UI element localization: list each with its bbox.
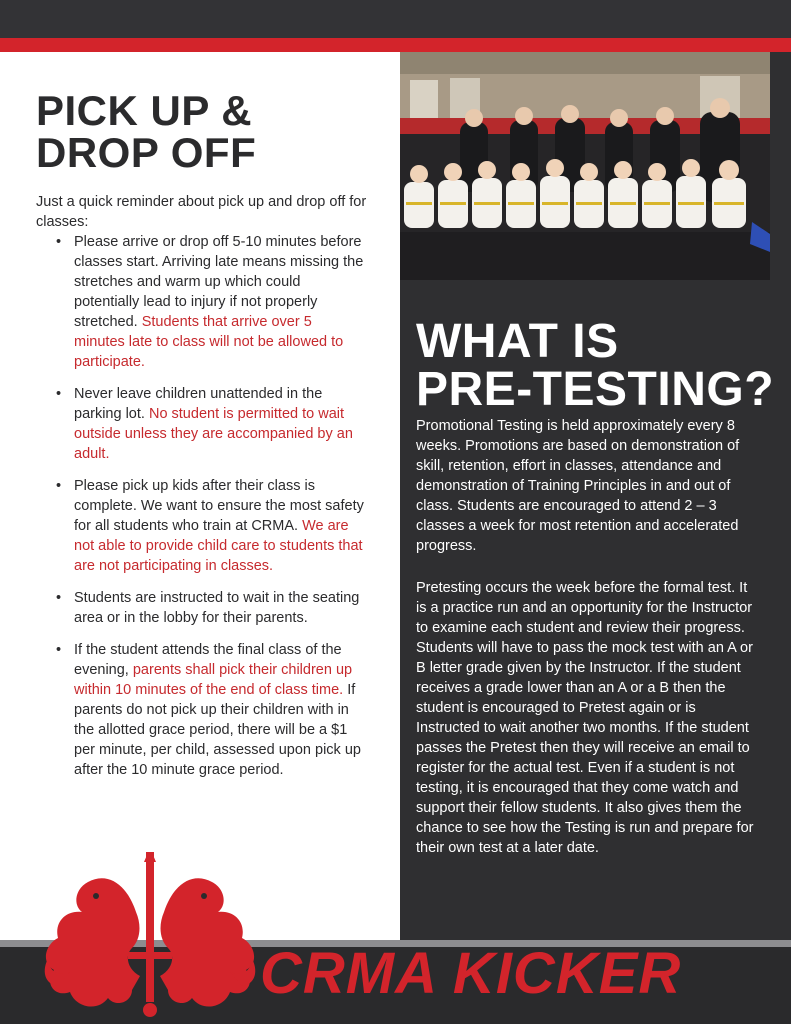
list-item bbox=[36, 640, 366, 780]
lion-crest-icon bbox=[36, 852, 264, 1020]
rule-warning: No student is permitted to wait outside unless they are accompanied by an adult. bbox=[74, 406, 353, 462]
pick-up-heading bbox=[36, 87, 376, 176]
top-band bbox=[0, 0, 791, 38]
list-item bbox=[36, 476, 366, 576]
rule-warning: We are not able to provide child care to students that are not participating in classes. bbox=[74, 518, 363, 574]
rule-text: If the student attends the final class of the evening, bbox=[74, 642, 342, 678]
rule-warning: Students that arrive over 5 minutes late to class will not be allowed to participate. bbox=[74, 314, 344, 370]
rule-text: Please arrive or drop off 5-10 minutes before classes start. Arriving late means missing the stretches and warm up which could potentially lead to injury if not properly stretched. bbox=[74, 234, 364, 330]
pick-up-heading-line2: DROP OFF bbox=[36, 129, 257, 176]
pretesting-paragraph-1: Promotional Testing is held approximately every 8 weeks. Promotions are based on demonstration of skill, retention, effort in classes, attendance and demonstration of Training Principles in and out of class. Students are encouraged to attend 2 – 3 classes a week for most retention and accelerated progress. bbox=[416, 418, 740, 554]
list-item bbox=[36, 232, 366, 372]
bullet-icon: • bbox=[56, 386, 62, 402]
bullet-icon: • bbox=[56, 590, 62, 606]
pretesting-heading-line2: PRE-TESTING? bbox=[416, 363, 775, 416]
intro-text: Just a quick reminder about pick up and drop off for classes: bbox=[36, 194, 367, 230]
bullet-icon: • bbox=[56, 234, 62, 250]
rule-text: Students are instructed to wait in the seating area or in the lobby for their parents. bbox=[74, 590, 360, 626]
brand-wordmark: CRMA KICKER bbox=[260, 941, 682, 1006]
pretesting-heading-line1: WHAT IS bbox=[416, 315, 619, 368]
top-accent-bar bbox=[0, 38, 791, 52]
rule-text: Never leave children unattended in the parking lot. bbox=[74, 386, 323, 422]
bullet-icon: • bbox=[56, 642, 62, 658]
rules-list bbox=[36, 232, 366, 792]
rule-text: Please pick up kids after their class is complete. We want to ensure the most safety for all students who train at CRMA. bbox=[74, 478, 364, 534]
rule-warning: parents shall pick their children up within 10 minutes of the end of class time. bbox=[74, 662, 353, 698]
pick-up-heading-line1: PICK UP & bbox=[36, 87, 253, 134]
bullet-icon: • bbox=[56, 478, 62, 494]
class-group-photo bbox=[400, 52, 770, 280]
pretesting-heading bbox=[416, 315, 776, 416]
list-item bbox=[36, 588, 366, 628]
pretesting-paragraph-2: Pretesting occurs the week before the formal test. It is a practice run and an opportunity for the Instructor to examine each student and review their progress. Students will have to pass the mock test with an A or B letter grade given by the Instructor. If the student receives a grade lower than an A or a B then the student is encouraged to Pretest again or is Instructed to wait another two months. If the student passes the Pretest then they will receive an email to register for the actual test. Even if a student is not testing, it is encouraged that they come watch and support their fellow students. It also gives them the chance to see how the Testing is run and prepare for their own test at a later date. bbox=[416, 580, 754, 856]
list-item bbox=[36, 384, 366, 464]
rule-text-after: If parents do not pick up their children with in the allotted grace period, there will be a $1 per minute, per child, assessed upon pick up after the 10 minute grace period. bbox=[74, 682, 361, 778]
